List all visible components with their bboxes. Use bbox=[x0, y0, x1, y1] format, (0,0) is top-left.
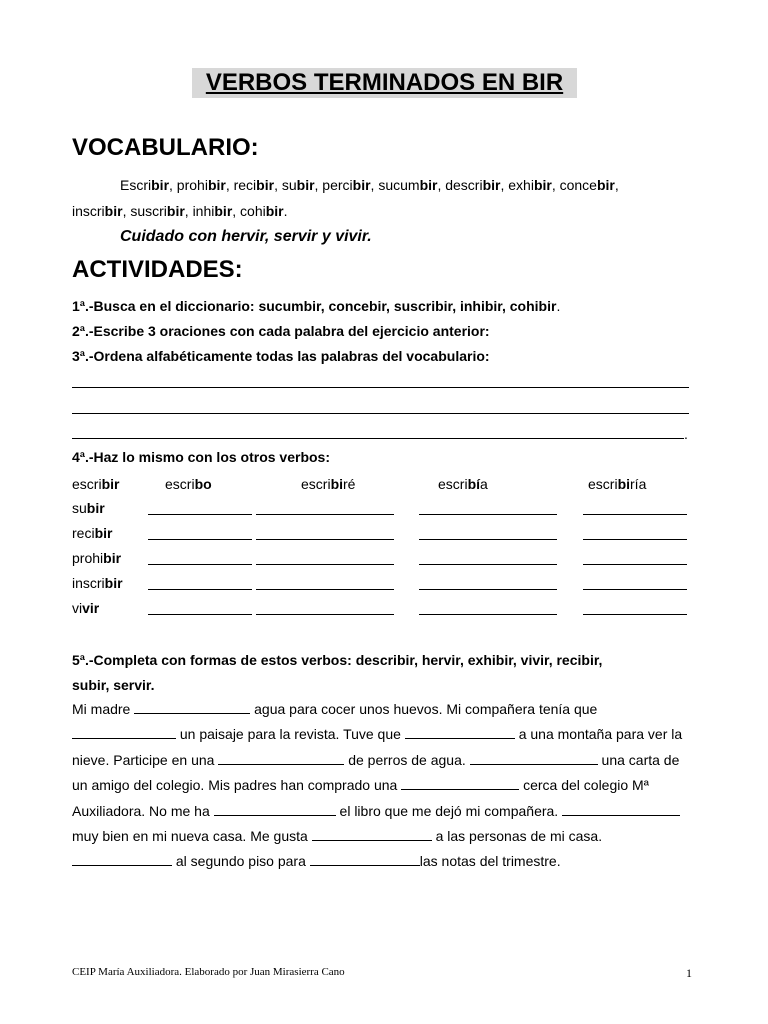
root-ending: bir bbox=[296, 177, 315, 193]
fill-blank[interactable] bbox=[562, 801, 680, 816]
activity-1-end: . bbox=[556, 298, 561, 314]
word-stem: , prohi bbox=[169, 177, 208, 193]
word-stem: inscri bbox=[72, 575, 105, 591]
conjugation-header-cell bbox=[72, 476, 119, 492]
paragraph-text: Mi madre bbox=[72, 701, 135, 717]
paragraph-text: agua para cocer unos huevos. Mi compañera tenía que bbox=[250, 701, 598, 717]
conjugation-row bbox=[72, 500, 692, 520]
answer-line bbox=[72, 438, 684, 439]
fill-blank[interactable] bbox=[72, 724, 176, 739]
fill-blank[interactable] bbox=[470, 750, 598, 765]
fill-blank[interactable] bbox=[214, 801, 336, 816]
conjugation-verb bbox=[72, 550, 121, 566]
root-ending: bir bbox=[86, 500, 105, 516]
fill-in-paragraph bbox=[72, 697, 694, 875]
fill-blank[interactable] bbox=[72, 851, 172, 866]
page-number: 1 bbox=[686, 966, 692, 980]
vocabulary-line-2 bbox=[72, 202, 288, 220]
answer-line bbox=[72, 387, 689, 388]
word-stem: escri bbox=[301, 476, 331, 492]
conjugation-blank[interactable] bbox=[419, 575, 557, 590]
activity-2: 2ª.-Escribe 3 oraciones con cada palabra del ejercicio anterior: bbox=[72, 323, 490, 339]
activity-5-line-1: 5ª.-Completa con formas de estos verbos: describir, hervir, exhibir, vivir, recibir, bbox=[72, 652, 603, 668]
conjugation-blank[interactable] bbox=[419, 550, 557, 565]
paragraph-text: las notas del trimestre. bbox=[419, 853, 561, 870]
root-ending: bi bbox=[617, 476, 631, 492]
conjugation-blank[interactable] bbox=[148, 600, 252, 615]
paragraph-text: cerca del colegio Mª Auxiliadora. No me ha bbox=[72, 777, 649, 819]
conjugation-blank[interactable] bbox=[583, 500, 687, 515]
paragraph-text: al segundo piso para bbox=[172, 853, 310, 870]
word-stem: vi bbox=[72, 600, 83, 616]
word-stem: ré bbox=[343, 476, 356, 492]
word-stem: su bbox=[72, 500, 87, 516]
conjugation-header-cell bbox=[301, 476, 355, 492]
conjugation-blank[interactable] bbox=[148, 550, 252, 565]
conjugation-blank[interactable] bbox=[419, 525, 557, 540]
fill-blank[interactable] bbox=[312, 826, 432, 841]
vocabulary-heading: VOCABULARIO: bbox=[72, 134, 259, 161]
root-ending: bir bbox=[596, 177, 615, 193]
vocabulary-line-1 bbox=[120, 176, 619, 194]
conjugation-blank[interactable] bbox=[583, 550, 687, 565]
word-stem: . bbox=[283, 203, 288, 219]
root-ending: bi bbox=[330, 476, 344, 492]
root-ending: bir bbox=[419, 177, 438, 193]
conjugation-header-cell bbox=[165, 476, 212, 492]
page-title: VERBOS TERMINADOS EN BIR bbox=[192, 68, 577, 98]
activity-5-line-2: subir, servir. bbox=[72, 677, 155, 693]
root-ending: vir bbox=[82, 600, 100, 616]
activities-heading: ACTIVIDADES: bbox=[72, 256, 243, 283]
root-ending: bir bbox=[482, 177, 501, 193]
root-ending: bir bbox=[166, 203, 185, 219]
word-stem: , su bbox=[274, 177, 297, 193]
answer-line-end: . bbox=[684, 426, 688, 442]
root-ending: bir bbox=[265, 203, 284, 219]
conjugation-header-cell bbox=[588, 476, 646, 492]
conjugation-blank[interactable] bbox=[256, 575, 394, 590]
word-stem: , perci bbox=[314, 177, 353, 193]
paragraph-text: el libro que me dejó mi compañera. bbox=[335, 802, 563, 819]
conjugation-blank[interactable] bbox=[256, 500, 394, 515]
paragraph-text: un paisaje para la revista. Tuve que bbox=[176, 726, 405, 743]
activity-1-text: 1ª.-Busca en el diccionario: sucumbir, concebir, suscribir, inhibir, cohibir bbox=[72, 298, 557, 314]
fill-blank[interactable] bbox=[218, 750, 344, 765]
root-ending: bir bbox=[94, 525, 113, 541]
word-stem: , conce bbox=[551, 177, 597, 193]
activity-4: 4ª.-Haz lo mismo con los otros verbos: bbox=[72, 449, 331, 465]
root-ending: bir bbox=[256, 177, 275, 193]
word-stem: ría bbox=[630, 476, 647, 492]
fill-blank[interactable] bbox=[401, 775, 519, 790]
footer-text: CEIP María Auxiliadora. Elaborado por Juan Mirasierra Cano bbox=[72, 966, 345, 978]
root-ending: bir bbox=[533, 177, 552, 193]
word-stem: , inhi bbox=[184, 203, 215, 219]
paragraph-text: a las personas de mi casa. bbox=[431, 828, 603, 845]
paragraph-text: de perros de agua. bbox=[344, 751, 470, 768]
root-ending: bir bbox=[103, 550, 122, 566]
root-ending: bir bbox=[104, 575, 123, 591]
conjugation-verb bbox=[72, 575, 123, 591]
word-stem: , sucum bbox=[370, 177, 420, 193]
conjugation-blank[interactable] bbox=[256, 600, 394, 615]
conjugation-blank[interactable] bbox=[583, 525, 687, 540]
conjugation-verb bbox=[72, 500, 105, 516]
word-stem: , cohi bbox=[232, 203, 266, 219]
conjugation-row bbox=[72, 550, 692, 570]
conjugation-blank[interactable] bbox=[148, 575, 252, 590]
paragraph-text: una carta de un amigo del colegio. Mis padres han comprado una bbox=[72, 751, 680, 794]
conjugation-blank[interactable] bbox=[419, 600, 557, 615]
word-stem: , reci bbox=[225, 177, 257, 193]
word-stem: Escri bbox=[120, 177, 152, 193]
conjugation-blank[interactable] bbox=[256, 550, 394, 565]
word-stem: , bbox=[614, 177, 619, 193]
root-ending: bí bbox=[467, 476, 481, 492]
conjugation-row bbox=[72, 600, 692, 620]
root-ending: bo bbox=[194, 476, 212, 492]
conjugation-verb bbox=[72, 525, 112, 541]
word-stem: reci bbox=[72, 525, 95, 541]
word-stem: , suscri bbox=[122, 203, 167, 219]
word-stem: prohi bbox=[72, 550, 104, 566]
conjugation-blank[interactable] bbox=[148, 500, 252, 515]
root-ending: bir bbox=[101, 476, 120, 492]
activity-3: 3ª.-Ordena alfabéticamente todas las palabras del vocabulario: bbox=[72, 348, 490, 364]
answer-line bbox=[72, 413, 689, 414]
fill-blank[interactable] bbox=[134, 699, 250, 714]
vocabulary-warning: Cuidado con hervir, servir y vivir. bbox=[120, 228, 372, 245]
word-stem: escri bbox=[72, 476, 102, 492]
conjugation-header-cell bbox=[438, 476, 488, 492]
conjugation-blank[interactable] bbox=[583, 575, 687, 590]
paragraph-text: a una montaña para ver la nieve. Participe en una bbox=[72, 726, 683, 768]
root-ending: bir bbox=[207, 177, 226, 193]
conjugation-blank[interactable] bbox=[419, 500, 557, 515]
word-stem: escri bbox=[438, 476, 468, 492]
word-stem: a bbox=[480, 476, 488, 492]
root-ending: bir bbox=[104, 203, 123, 219]
root-ending: bir bbox=[151, 177, 170, 193]
root-ending: bir bbox=[214, 203, 233, 219]
activity-1 bbox=[72, 298, 560, 314]
conjugation-verb bbox=[72, 600, 99, 616]
conjugation-blank[interactable] bbox=[583, 600, 687, 615]
word-stem: escri bbox=[165, 476, 195, 492]
word-stem: , exhi bbox=[500, 177, 534, 193]
conjugation-blank[interactable] bbox=[148, 525, 252, 540]
fill-blank[interactable] bbox=[405, 724, 515, 739]
word-stem: inscri bbox=[72, 203, 105, 219]
paragraph-text: muy bien en mi nueva casa. Me gusta bbox=[72, 828, 312, 845]
conjugation-row bbox=[72, 525, 692, 545]
word-stem: , descri bbox=[437, 177, 483, 193]
conjugation-row bbox=[72, 575, 692, 595]
conjugation-blank[interactable] bbox=[256, 525, 394, 540]
conjugation-header-row bbox=[72, 476, 692, 496]
root-ending: bir bbox=[352, 177, 371, 193]
word-stem: escri bbox=[588, 476, 618, 492]
fill-blank[interactable] bbox=[310, 851, 420, 866]
